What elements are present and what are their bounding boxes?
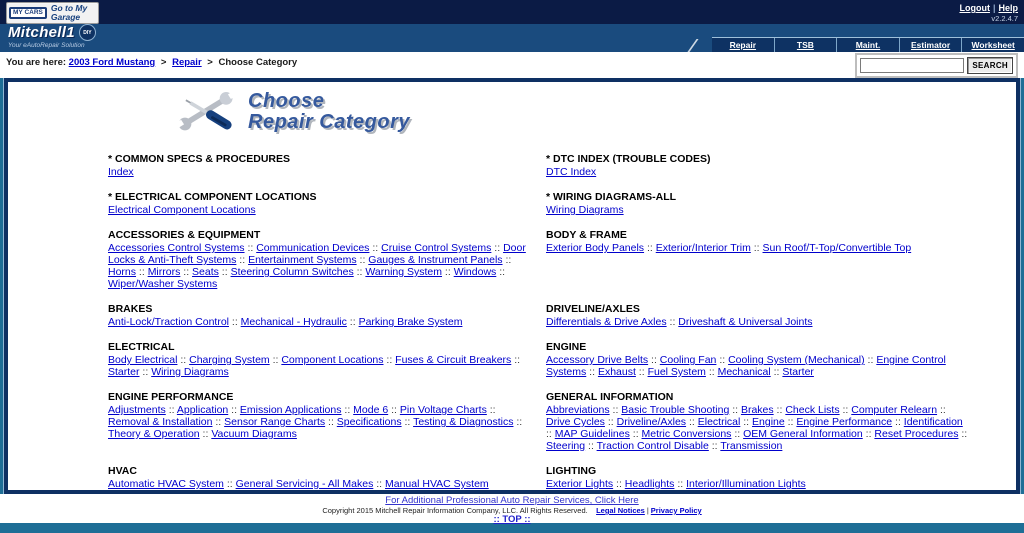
link-separator: ::	[511, 354, 521, 366]
category-link[interactable]: Body Electrical	[108, 354, 178, 366]
category-links	[108, 404, 532, 440]
category-link[interactable]: Mode 6	[353, 404, 389, 416]
session-controls	[959, 0, 1018, 23]
main-tabs	[712, 37, 1024, 52]
tab-worksheet[interactable]	[961, 38, 1024, 52]
link-separator: ::	[388, 404, 400, 416]
category-section	[546, 341, 970, 378]
category-link[interactable]: Mechanical - Hydraulic	[240, 316, 347, 328]
category-link[interactable]: Wiring Diagrams	[151, 366, 229, 378]
page-title-line2: Repair Category	[248, 111, 410, 133]
category-section	[108, 153, 532, 178]
category-links	[546, 204, 970, 216]
category-link[interactable]: Gauges & Instrument Panels	[368, 254, 503, 266]
breadcrumb-link-repair[interactable]: Repair	[172, 57, 202, 68]
category-heading: ENGINE PERFORMANCE	[108, 391, 234, 403]
link-separator: ::	[750, 242, 763, 254]
category-link[interactable]: Reset Procedures	[874, 428, 959, 440]
link-separator: ::	[180, 266, 193, 278]
category-link[interactable]: Exterior/Interior Trim	[655, 242, 751, 254]
license-plate-icon	[9, 7, 47, 19]
category-link[interactable]: Theory & Operation	[108, 428, 200, 440]
tab-worksheet-label[interactable]: Worksheet	[971, 40, 1015, 50]
link-separator: ::	[644, 242, 656, 254]
link-separator: ::	[674, 478, 687, 490]
category-link[interactable]: Specifications	[336, 416, 402, 428]
breadcrumb-separator: >	[160, 57, 167, 68]
category-link[interactable]: Entertainment Systems	[248, 254, 357, 266]
category-link[interactable]: Pin Voltage Charts	[399, 404, 487, 416]
link-separator: ::	[546, 428, 555, 440]
help-link[interactable]: Help	[998, 3, 1018, 13]
category-link[interactable]: Drive Cycles	[546, 416, 605, 428]
category-links	[108, 354, 532, 378]
category-link[interactable]: Exterior Lights	[546, 478, 614, 490]
link-separator: ::	[325, 416, 337, 428]
category-heading: * COMMON SPECS & PROCEDURES	[108, 153, 291, 165]
tab-repair-label[interactable]: Repair	[729, 40, 757, 50]
page-title	[248, 89, 410, 133]
category-link[interactable]: Cruise Control Systems	[381, 242, 492, 254]
category-link[interactable]: Electrical Component Locations	[108, 204, 256, 216]
category-heading: ACCESSORIES & EQUIPMENT	[108, 229, 261, 241]
link-separator: ::	[486, 404, 496, 416]
category-link[interactable]: Basic Trouble Shooting	[621, 404, 730, 416]
breadcrumb-current: Choose Category	[218, 57, 298, 68]
tab-maint-label[interactable]: Maint.	[855, 40, 881, 50]
category-link[interactable]: Mechanical	[717, 366, 771, 378]
tab-area	[692, 37, 1024, 52]
link-separator: ::	[496, 266, 506, 278]
category-section	[546, 391, 970, 452]
link-separator: ::	[716, 354, 729, 366]
category-links	[108, 204, 532, 216]
legal-notices-link[interactable]: Legal Notices	[596, 506, 645, 515]
category-section	[546, 465, 970, 490]
link-separator: ::	[346, 316, 359, 328]
category-link[interactable]: Door Locks & Anti-Theft Systems	[108, 242, 526, 266]
category-links	[108, 316, 532, 328]
link-separator: ::	[177, 354, 190, 366]
category-section	[108, 229, 532, 290]
brand-logo	[8, 24, 96, 49]
link-separator: ::	[862, 428, 875, 440]
link-separator: ::	[604, 416, 617, 428]
link-separator: ::	[212, 416, 225, 428]
category-link[interactable]: Differentials & Drive Axles	[546, 316, 667, 328]
footer-link-divider: |	[646, 506, 649, 515]
link-separator: ::	[864, 354, 877, 366]
link-separator: ::	[635, 366, 648, 378]
category-link[interactable]: Horns	[108, 266, 137, 278]
link-separator: ::	[341, 404, 354, 416]
link-separator: ::	[373, 478, 385, 490]
tab-estimator-label[interactable]: Estimator	[910, 40, 951, 50]
category-link[interactable]: Vacuum Diagrams	[211, 428, 297, 440]
categories-grid	[108, 153, 1016, 494]
link-separator: ::	[269, 354, 282, 366]
category-link[interactable]: Engine	[752, 416, 785, 428]
link-separator: ::	[369, 242, 382, 254]
tab-maint[interactable]	[836, 38, 899, 52]
my-garage-button[interactable]	[6, 2, 99, 24]
category-links	[546, 404, 970, 452]
link-separator: ::	[165, 404, 177, 416]
tab-tsb[interactable]	[774, 38, 837, 52]
link-separator: ::	[892, 416, 904, 428]
diy-badge-icon: DIY	[79, 24, 96, 41]
category-link[interactable]: Automatic HVAC System	[108, 478, 224, 490]
link-separator: ::	[139, 366, 152, 378]
link-separator: ::	[442, 266, 454, 278]
category-section	[108, 191, 532, 216]
category-link[interactable]: Application	[176, 404, 229, 416]
category-link[interactable]: Check Lists	[785, 404, 840, 416]
top-link[interactable]: :: TOP ::	[493, 514, 531, 525]
category-link[interactable]: Brakes	[740, 404, 774, 416]
category-link[interactable]: MAP Guidelines	[554, 428, 630, 440]
tab-repair[interactable]	[712, 38, 774, 52]
category-section	[108, 341, 532, 378]
link-separator: ::	[648, 354, 660, 366]
category-link[interactable]: Abbreviations	[546, 404, 610, 416]
category-link[interactable]: Seats	[192, 266, 219, 278]
category-link[interactable]: Charging System	[189, 354, 270, 366]
link-separator: ::	[629, 428, 642, 440]
privacy-policy-link[interactable]: Privacy Policy	[650, 506, 702, 515]
link-separator: ::	[784, 416, 797, 428]
category-section	[108, 465, 532, 490]
category-link[interactable]: Anti-Lock/Traction Control	[108, 316, 229, 328]
category-link[interactable]: Steering Column Switches	[230, 266, 354, 278]
category-link[interactable]: Metric Conversions	[641, 428, 732, 440]
category-link[interactable]: Fuel System	[647, 366, 706, 378]
footer	[0, 494, 1024, 523]
category-heading: HVAC	[108, 465, 137, 477]
category-link[interactable]: Headlights	[624, 478, 675, 490]
brand-tagline: Your eAutoRepair Solution	[8, 42, 85, 49]
search-box	[855, 53, 1018, 78]
category-link[interactable]: Starter	[782, 366, 814, 378]
link-separator: ::	[666, 316, 679, 328]
link-separator: ::	[770, 366, 783, 378]
category-heading: BODY & FRAME	[546, 229, 627, 241]
category-links	[546, 478, 970, 490]
category-section	[108, 303, 532, 328]
category-heading: ELECTRICAL	[108, 341, 175, 353]
link-separator: ::	[356, 254, 369, 266]
category-link[interactable]: Manual HVAC System	[385, 478, 489, 490]
link-divider: |	[992, 3, 996, 13]
category-link[interactable]: Electrical	[697, 416, 741, 428]
link-separator: ::	[958, 428, 968, 440]
link-separator: ::	[229, 316, 241, 328]
footer-promo-link[interactable]: For Additional Professional Auto Repair Services, Click Here	[385, 495, 639, 506]
category-link[interactable]: Wiper/Washer Systems	[108, 278, 218, 290]
link-separator: ::	[199, 428, 212, 440]
category-section	[546, 153, 970, 178]
breadcrumb-separator: >	[207, 57, 213, 68]
category-links	[546, 242, 970, 254]
category-links	[546, 166, 970, 178]
category-link[interactable]: Sun Roof/T-Top/Convertible Top	[762, 242, 912, 254]
category-link[interactable]: Removal & Installation	[108, 416, 213, 428]
link-separator: ::	[731, 428, 744, 440]
link-separator: ::	[585, 440, 597, 452]
search-input[interactable]	[860, 58, 964, 73]
category-link[interactable]: Engine Control Systems	[546, 354, 946, 378]
category-link[interactable]: Cooling Fan	[659, 354, 717, 366]
category-links	[108, 166, 532, 178]
category-link[interactable]: Parking Brake System	[358, 316, 463, 328]
link-separator: ::	[839, 404, 852, 416]
link-separator: ::	[502, 254, 512, 266]
category-heading: DRIVELINE/AXLES	[546, 303, 640, 315]
link-separator: ::	[740, 416, 753, 428]
search-button[interactable]: SEARCH	[967, 57, 1013, 74]
link-separator: ::	[228, 404, 240, 416]
tab-estimator[interactable]	[899, 38, 962, 52]
brand-name: Mitchell1	[8, 24, 75, 41]
link-separator: ::	[613, 478, 625, 490]
tab-tsb-label[interactable]: TSB	[796, 40, 814, 50]
category-link[interactable]: Warning System	[365, 266, 443, 278]
category-link[interactable]: Engine Performance	[796, 416, 893, 428]
link-separator: ::	[401, 416, 414, 428]
category-links	[546, 354, 970, 378]
link-separator: ::	[223, 478, 236, 490]
category-link[interactable]: Index	[108, 166, 134, 178]
category-link[interactable]: Computer Relearn	[851, 404, 938, 416]
category-link[interactable]: Driveshaft & Universal Joints	[678, 316, 813, 328]
category-section	[546, 191, 970, 216]
category-heading: * ELECTRICAL COMPONENT LOCATIONS	[108, 191, 317, 203]
category-link[interactable]: Fuses & Circuit Breakers	[395, 354, 512, 366]
category-link[interactable]: Windows	[453, 266, 497, 278]
copyright-text: Copyright 2015 Mitchell Repair Information Company, LLC. All Rights Reserved.	[322, 506, 588, 515]
link-separator: ::	[513, 416, 523, 428]
link-separator: ::	[773, 404, 786, 416]
link-separator: ::	[686, 416, 698, 428]
utility-bar	[0, 52, 1024, 78]
link-separator: ::	[218, 266, 231, 278]
page-header	[8, 82, 1016, 141]
link-separator: ::	[244, 242, 257, 254]
category-link[interactable]: Accessory Drive Belts	[546, 354, 649, 366]
category-link[interactable]: Wiring Diagrams	[546, 204, 624, 216]
category-heading: ENGINE	[546, 341, 587, 353]
category-heading: LIGHTING	[546, 465, 597, 477]
category-heading: BRAKES	[108, 303, 153, 315]
logout-link[interactable]: Logout	[959, 3, 990, 13]
link-separator: ::	[383, 354, 396, 366]
category-link[interactable]: Driveline/Axles	[616, 416, 687, 428]
link-separator: ::	[937, 404, 946, 416]
link-separator: ::	[353, 266, 366, 278]
category-link[interactable]: Testing & Diagnostics	[413, 416, 514, 428]
category-link[interactable]: Accessories Control Systems	[108, 242, 245, 254]
category-link[interactable]: Communication Devices	[256, 242, 370, 254]
main-content	[4, 78, 1020, 494]
category-links	[546, 316, 970, 328]
category-link[interactable]: Adjustments	[108, 404, 166, 416]
category-link[interactable]: Mirrors	[147, 266, 181, 278]
top-bar	[0, 0, 1024, 24]
crossed-tools-icon	[174, 89, 238, 137]
category-heading: * WIRING DIAGRAMS-ALL	[546, 191, 677, 203]
category-link[interactable]: Steering	[546, 440, 586, 452]
category-link[interactable]: DTC Index	[546, 166, 597, 178]
link-separator: ::	[136, 266, 148, 278]
category-link[interactable]: General Servicing - All Makes	[235, 478, 374, 490]
breadcrumb-link-vehicle[interactable]: 2003 Ford Mustang	[68, 57, 156, 68]
category-section	[108, 391, 532, 452]
category-links	[108, 242, 532, 290]
category-link[interactable]: Identification	[903, 416, 963, 428]
category-link[interactable]: Starter	[108, 366, 140, 378]
breadcrumb-prefix: You are here:	[6, 57, 67, 68]
category-links	[108, 478, 532, 490]
category-heading: * DTC INDEX (TROUBLE CODES)	[546, 153, 711, 165]
category-link[interactable]: Emission Applications	[239, 404, 342, 416]
category-link[interactable]: OEM General Information	[743, 428, 863, 440]
link-separator: ::	[609, 404, 622, 416]
category-section	[546, 229, 970, 290]
brand-bar	[0, 24, 1024, 52]
category-link[interactable]: Interior/Illumination Lights	[686, 478, 806, 490]
category-section	[546, 303, 970, 328]
link-separator: ::	[491, 242, 504, 254]
link-separator: ::	[236, 254, 249, 266]
category-link[interactable]: Cooling System (Mechanical)	[728, 354, 865, 366]
license-plate-label: MY CARS	[13, 9, 43, 16]
category-link[interactable]: Exhaust	[597, 366, 636, 378]
page-title-line1: Choose	[248, 90, 325, 112]
category-link[interactable]: Exterior Body Panels	[546, 242, 645, 254]
link-separator: ::	[705, 366, 718, 378]
category-link[interactable]: Component Locations	[281, 354, 384, 366]
category-link[interactable]: Transmission	[720, 440, 783, 452]
link-separator: ::	[708, 440, 721, 452]
link-separator: ::	[586, 366, 598, 378]
go-to-my-garage-label: Go to My Garage	[50, 3, 88, 22]
link-separator: ::	[729, 404, 741, 416]
version-label: v2.2.4.7	[991, 14, 1018, 23]
category-link[interactable]: Sensor Range Charts	[224, 416, 326, 428]
diagonal-accent	[687, 39, 710, 52]
category-heading: GENERAL INFORMATION	[546, 391, 674, 403]
category-link[interactable]: Traction Control Disable	[596, 440, 709, 452]
